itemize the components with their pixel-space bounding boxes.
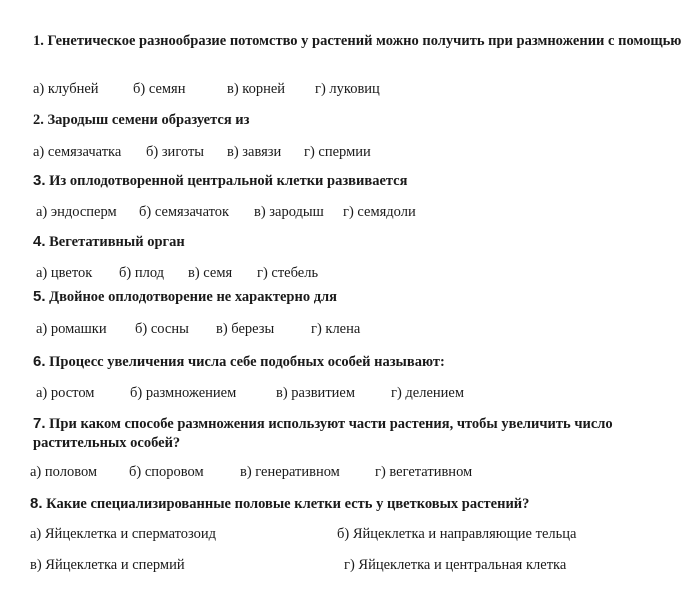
question-4	[33, 232, 185, 252]
option-4b[interactable]: б) плод	[119, 265, 165, 281]
option-8a[interactable]: а) Яйцеклетка и сперматозоид	[30, 526, 217, 542]
option-5a[interactable]: а) ромашки	[36, 321, 107, 337]
question-6-number: 6.	[33, 353, 46, 370]
question-1-text: Генетическое разнообразие потомство у растений можно получить при размножении с помощью	[47, 33, 682, 49]
option-5d[interactable]: г) клена	[311, 321, 361, 337]
question-6-text: Процесс увеличения числа себе подобных особей называют:	[49, 354, 445, 370]
question-2-text: Зародыш семени образуется из	[47, 112, 250, 128]
option-6b[interactable]: б) размножением	[130, 385, 237, 401]
option-4a[interactable]: а) цветок	[36, 265, 93, 281]
option-7c[interactable]: в) генеративном	[240, 464, 340, 480]
option-7a[interactable]: а) половом	[30, 464, 98, 480]
option-3b[interactable]: б) семязачаток	[139, 204, 230, 220]
option-8c[interactable]: в) Яйцеклетка и спермий	[30, 557, 185, 573]
question-5-number: 5.	[33, 288, 46, 305]
question-4-number: 4.	[33, 233, 46, 250]
option-4d[interactable]: г) стебель	[257, 265, 319, 281]
question-5	[33, 287, 337, 307]
question-8-number: 8.	[30, 495, 43, 512]
question-6	[33, 352, 445, 372]
option-7b[interactable]: б) споровом	[129, 464, 204, 480]
question-7-text: При каком способе размножения используют части растения, чтобы увеличить число растительных особей?	[33, 416, 613, 451]
option-3a[interactable]: а) эндосперм	[36, 204, 117, 220]
option-8d[interactable]: г) Яйцеклетка и центральная клетка	[344, 557, 567, 573]
option-2d[interactable]: г) спермии	[304, 144, 371, 160]
question-3	[33, 171, 407, 191]
option-5c[interactable]: в) березы	[216, 321, 275, 337]
option-1c[interactable]: в) корней	[227, 81, 286, 97]
option-6d[interactable]: г) делением	[391, 385, 465, 401]
option-2b[interactable]: б) зиготы	[146, 144, 205, 160]
option-1d[interactable]: г) луковиц	[315, 81, 380, 97]
question-4-text: Вегетативный орган	[49, 234, 185, 250]
question-2	[33, 111, 249, 130]
question-1-number: 1.	[33, 33, 44, 49]
option-5b[interactable]: б) сосны	[135, 321, 189, 337]
question-8	[30, 494, 529, 514]
option-7d[interactable]: г) вегетативном	[375, 464, 473, 480]
question-5-text: Двойное оплодотворение не характерно для	[49, 289, 338, 305]
option-3c[interactable]: в) зародыш	[254, 204, 324, 220]
option-2c[interactable]: в) завязи	[227, 144, 282, 160]
option-8b[interactable]: б) Яйцеклетка и направляющие тельца	[337, 526, 577, 542]
option-6c[interactable]: в) развитием	[276, 385, 356, 401]
question-8-text: Какие специализированные половые клетки есть у цветковых растений?	[46, 496, 530, 512]
question-3-text: Из оплодотворенной центральной клетки развивается	[49, 173, 408, 189]
question-7-number: 7.	[33, 415, 46, 432]
question-7	[33, 414, 683, 453]
option-1a[interactable]: а) клубней	[33, 81, 99, 97]
option-3d[interactable]: г) семядоли	[343, 204, 416, 220]
option-4c[interactable]: в) семя	[188, 265, 233, 281]
option-2a[interactable]: а) семязачатка	[33, 144, 122, 160]
option-1b[interactable]: б) семян	[133, 81, 186, 97]
question-1	[33, 32, 683, 51]
question-3-number: 3.	[33, 172, 46, 189]
option-6a[interactable]: а) ростом	[36, 385, 95, 401]
question-2-number: 2.	[33, 112, 44, 128]
